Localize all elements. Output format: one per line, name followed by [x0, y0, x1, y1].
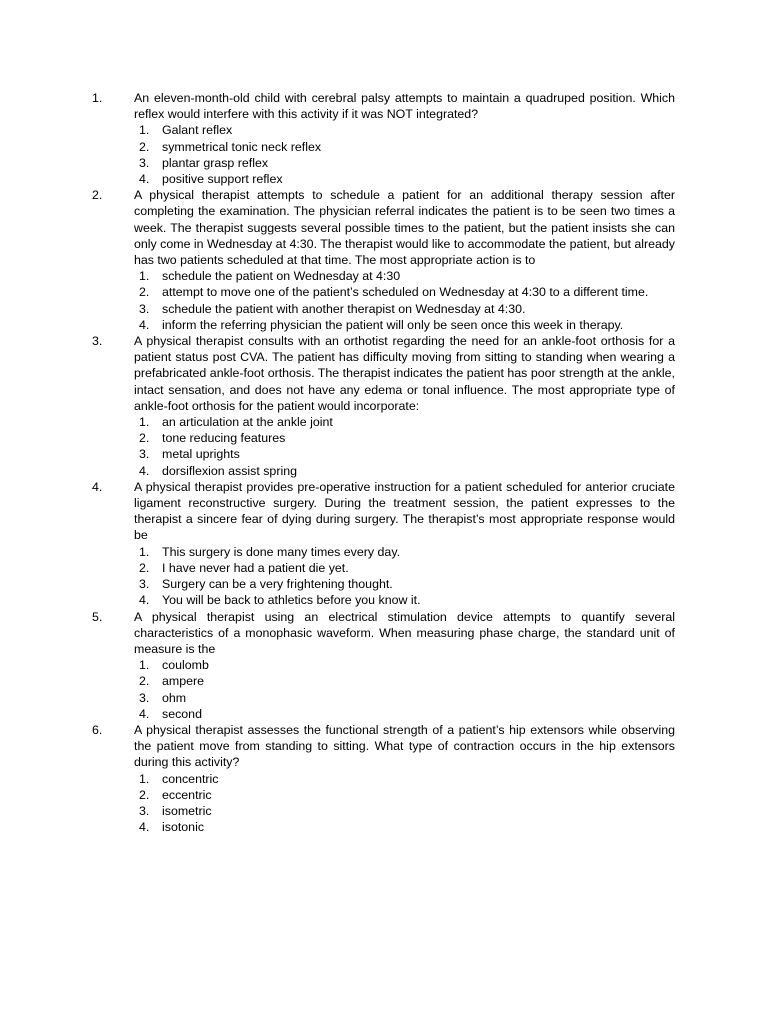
answer-choice [0, 446, 768, 462]
question-stem: A physical therapist assesses the functional strength of a patient’s hip extensors while observing the patient move from standing to sitting. What type of contraction occurs in the hip extensors during this activity? [134, 722, 675, 770]
choice-number: 2. [139, 560, 150, 575]
answer-choice [0, 560, 768, 576]
choice-text: Galant reflex [162, 123, 233, 138]
question-number: 2. [92, 188, 103, 203]
answer-choice [0, 657, 768, 673]
choice-number: 4. [139, 463, 150, 478]
choice-number: 2. [139, 285, 150, 300]
question-stem: A physical therapist attempts to schedule a patient for an additional therapy session after completing the examination. The physician referral indicates the patient is to be seen two times a week. The therapist suggests several possible times to the patient, but the patient insists she can only come in Wednesday at 4:30. The therapist would like to accommodate the patient, but already has two patients scheduled at that time. The most appropriate action is to [134, 188, 675, 268]
answer-choice-list [0, 414, 768, 479]
question-item [0, 722, 768, 835]
question-number: 5. [92, 609, 103, 624]
choice-number: 2. [139, 431, 150, 446]
choice-text: You will be back to athletics before you know it. [162, 593, 421, 608]
answer-choice [0, 803, 768, 819]
choice-number: 2. [139, 787, 150, 802]
answer-choice [0, 592, 768, 608]
question-number: 3. [92, 334, 103, 349]
choice-number: 4. [139, 706, 150, 721]
question-stem: A physical therapist consults with an orthotist regarding the need for an ankle-foot orthosis for a patient status post CVA. The patient has difficulty moving from sitting to standing when wearing a prefabricated ankle-foot orthosis. The therapist indicates the patient has poor strength at the ankle, intact sensation, and does not have any edema or tonal influence. The most appropriate type of ankle-foot orthosis for the patient would incorporate: [134, 334, 675, 413]
question-number: 1. [92, 91, 103, 105]
answer-choice [0, 284, 768, 300]
choice-number: 3. [139, 803, 150, 818]
answer-choice [0, 430, 768, 446]
choice-number: 1. [139, 269, 150, 284]
choice-number: 1. [139, 415, 150, 430]
choice-number: 4. [139, 593, 150, 608]
choice-text: dorsiflexion assist spring [162, 463, 297, 478]
choice-text: positive support reflex [162, 172, 283, 187]
choice-number: 1. [139, 771, 150, 786]
answer-choice [0, 673, 768, 689]
question-item [0, 479, 768, 609]
answer-choice [0, 155, 768, 171]
question-item [0, 609, 768, 722]
choice-text: ohm [162, 690, 187, 705]
answer-choice-list [0, 771, 768, 836]
choice-text: ampere [162, 674, 205, 689]
choice-text: plantar grasp reflex [162, 155, 269, 170]
answer-choice-list [0, 657, 768, 722]
answer-choice [0, 122, 768, 138]
choice-number: 3. [139, 447, 150, 462]
question-number: 6. [92, 722, 103, 737]
answer-choice [0, 544, 768, 560]
choice-text: an articulation at the ankle joint [162, 415, 333, 430]
answer-choice [0, 139, 768, 155]
answer-choice [0, 690, 768, 706]
choice-number: 2. [139, 674, 150, 689]
answer-choice [0, 463, 768, 479]
choice-number: 2. [139, 139, 150, 154]
choice-number: 4. [139, 172, 150, 187]
question-list [0, 90, 768, 835]
answer-choice [0, 317, 768, 333]
answer-choice [0, 787, 768, 803]
choice-text: second [162, 706, 202, 721]
choice-text: isometric [162, 803, 212, 818]
choice-text: symmetrical tonic neck reflex [162, 139, 322, 154]
question-stem: A physical therapist using an electrical stimulation device attempts to quantify several characteristics of a monophasic waveform. When measuring phase charge, the standard unit of measure is the [134, 609, 675, 656]
choice-number: 3. [139, 577, 150, 592]
answer-choice [0, 819, 768, 835]
choice-text: Surgery can be a very frightening thought. [162, 577, 393, 592]
choice-text: schedule the patient with another therapist on Wednesday at 4:30. [162, 301, 526, 316]
question-number: 4. [92, 479, 103, 494]
answer-choice [0, 301, 768, 317]
choice-text: eccentric [162, 787, 212, 802]
choice-text: I have never had a patient die yet. [162, 560, 349, 575]
answer-choice-list [0, 544, 768, 609]
choice-text: coulomb [162, 658, 209, 673]
choice-number: 4. [139, 317, 150, 332]
choice-number: 3. [139, 155, 150, 170]
choice-text: schedule the patient on Wednesday at 4:30 [162, 269, 401, 284]
choice-text: This surgery is done many times every day. [162, 544, 401, 559]
choice-number: 1. [139, 123, 150, 138]
choice-number: 4. [139, 820, 150, 835]
question-item [0, 90, 768, 187]
choice-number: 1. [139, 658, 150, 673]
question-stem: A physical therapist provides pre-operative instruction for a patient scheduled for anterior cruciate ligament reconstructive surgery. During the treatment session, the patient expresses to the therapist a sincere fear of dying during surgery. The therapist’s most appropriate response would be [134, 479, 675, 543]
question-item [0, 333, 768, 479]
answer-choice [0, 414, 768, 430]
choice-number: 1. [139, 544, 150, 559]
choice-number: 3. [139, 301, 150, 316]
question-item [0, 187, 768, 333]
answer-choice [0, 576, 768, 592]
answer-choice-list [0, 122, 768, 187]
choice-text: metal uprights [162, 447, 240, 462]
choice-text: tone reducing features [162, 431, 286, 446]
choice-text: isotonic [162, 820, 205, 835]
answer-choice [0, 268, 768, 284]
choice-text: concentric [162, 771, 219, 786]
answer-choice [0, 706, 768, 722]
answer-choice [0, 171, 768, 187]
choice-text: attempt to move one of the patient’s scheduled on Wednesday at 4:30 to a different time. [162, 285, 649, 300]
answer-choice [0, 771, 768, 787]
question-stem: An eleven-month-old child with cerebral palsy attempts to maintain a quadruped position. Which reflex would interfere with this activity if it was NOT integrated? [134, 91, 675, 122]
choice-number: 3. [139, 690, 150, 705]
choice-text: inform the referring physician the patient will only be seen once this week in therapy. [162, 317, 624, 332]
answer-choice-list [0, 268, 768, 333]
